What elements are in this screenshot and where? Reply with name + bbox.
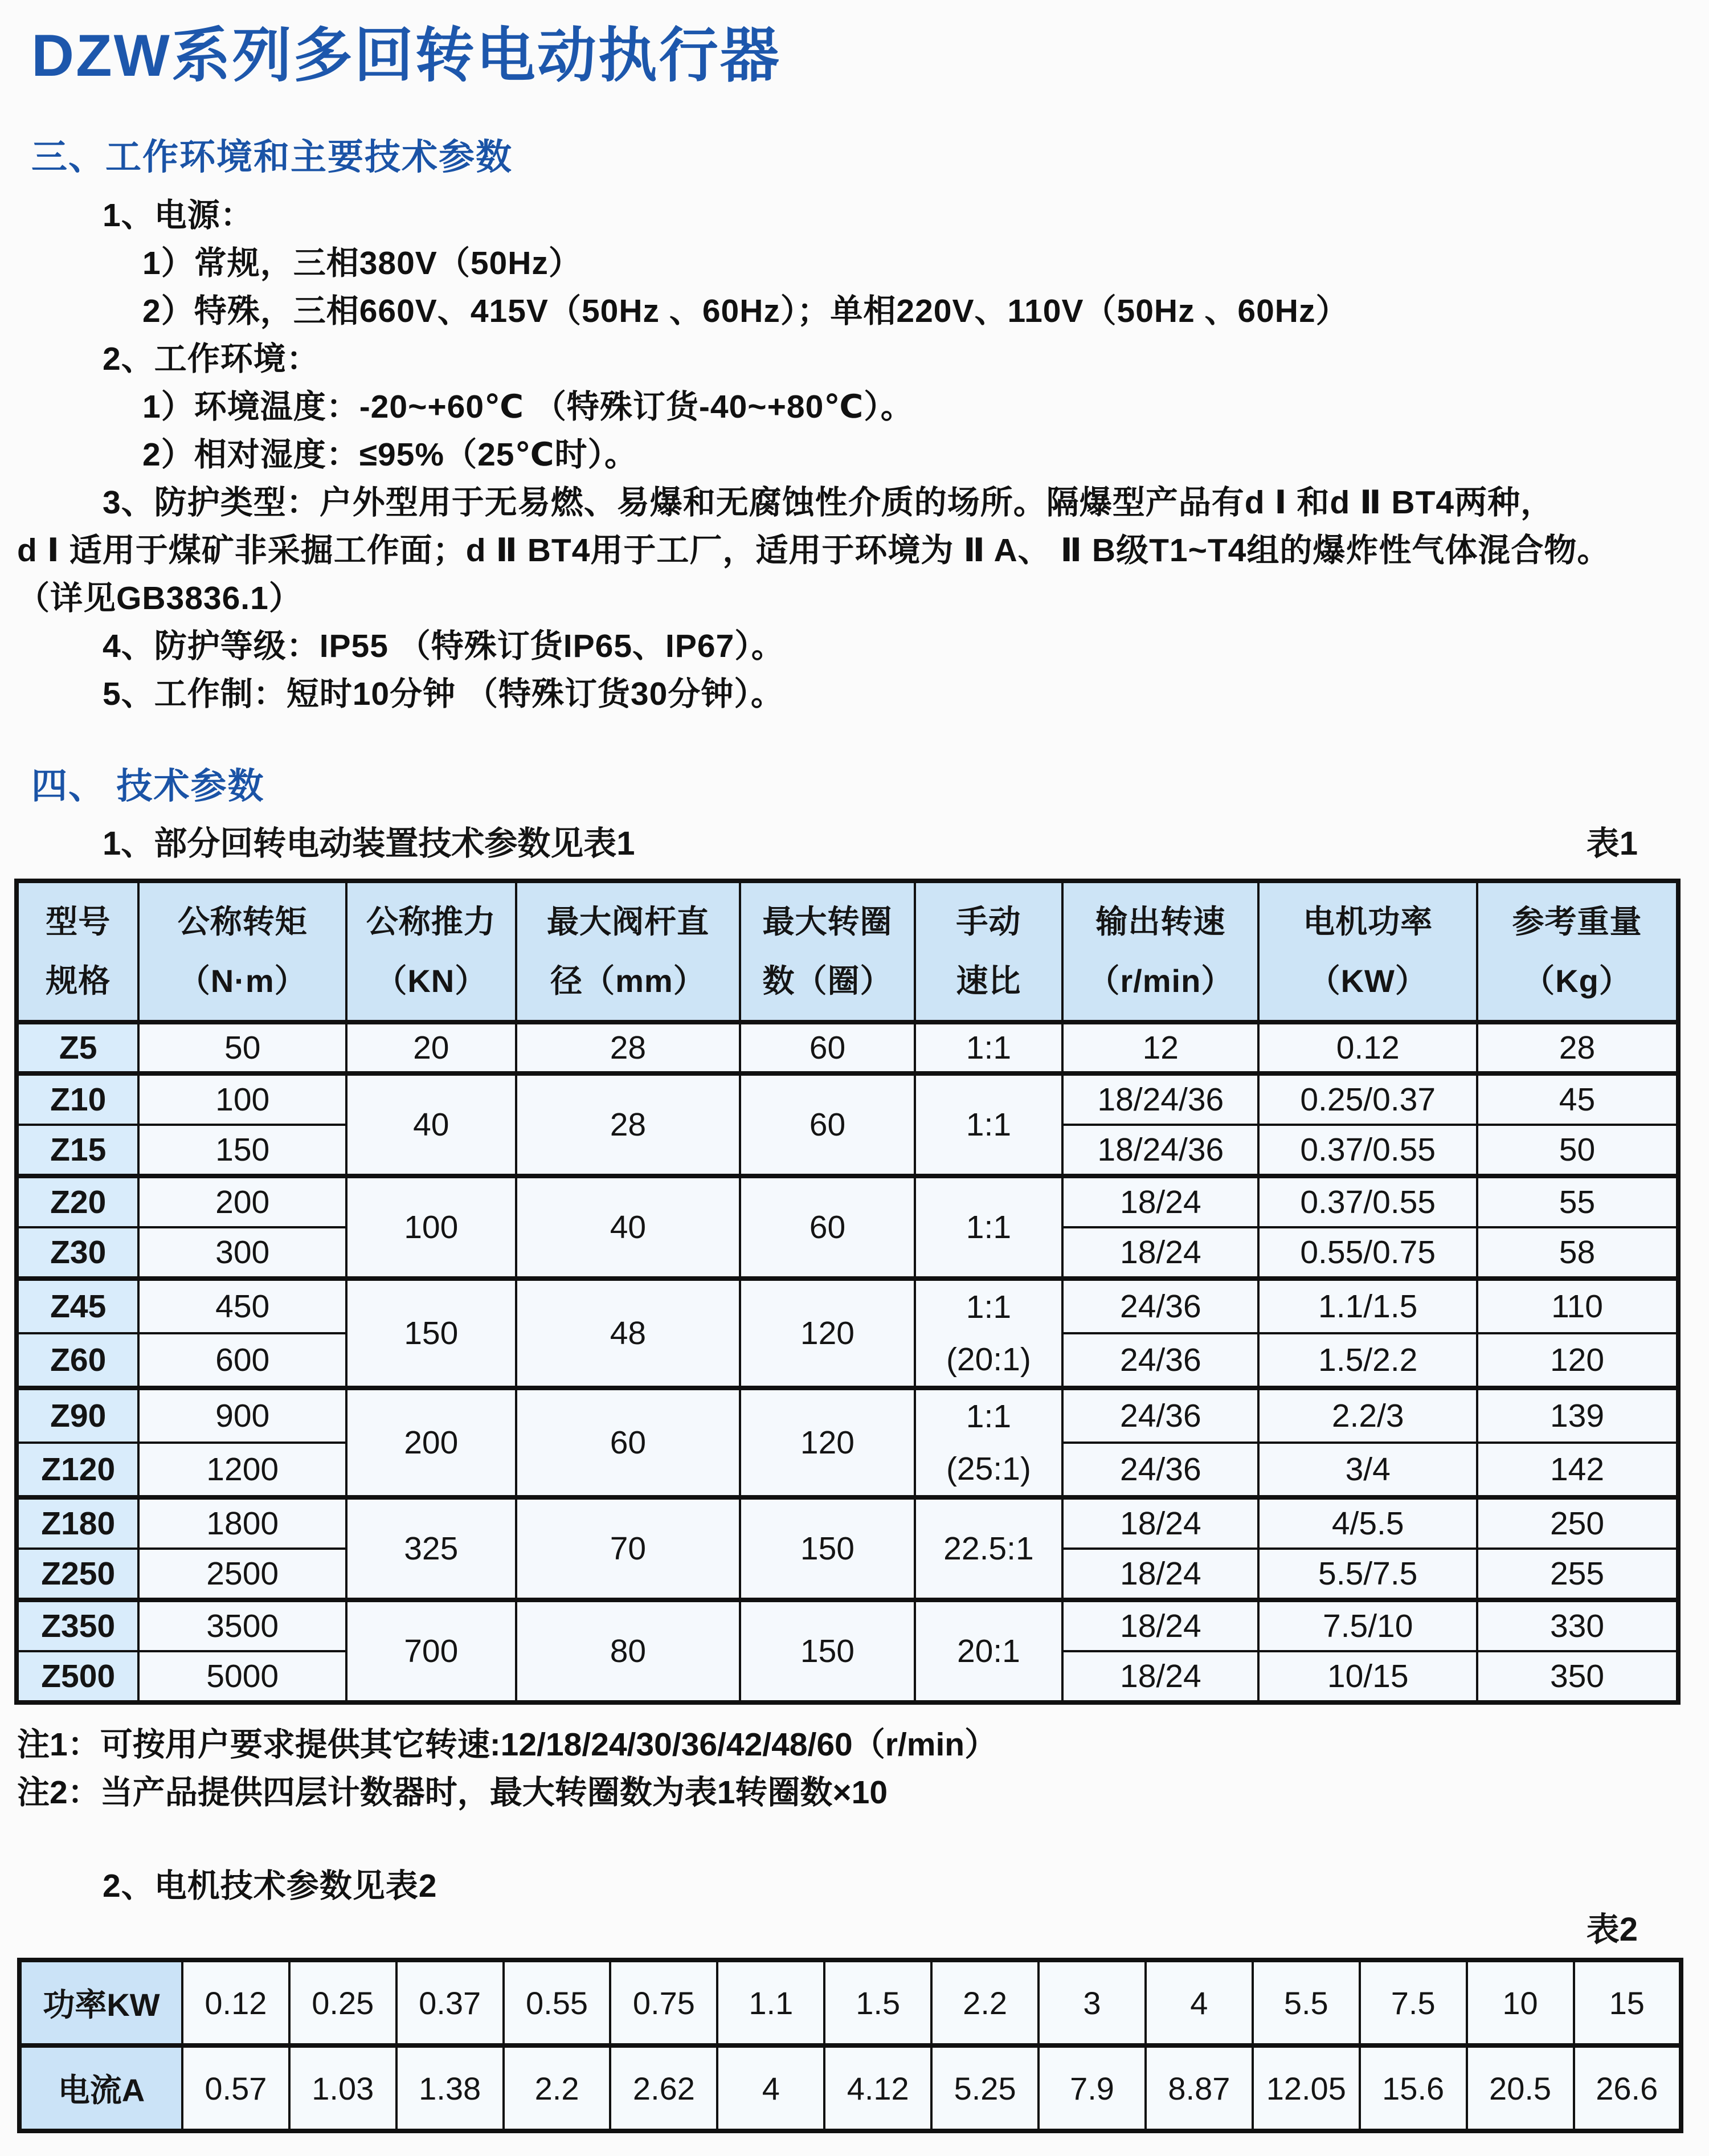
- power-cell: 7.5/10: [1258, 1600, 1477, 1651]
- speed-cell: 24/36: [1062, 1333, 1258, 1388]
- thrust-cell: 200: [346, 1388, 516, 1497]
- column-header-manual-ratio: 手动 速比: [915, 881, 1063, 1022]
- power-value: 0.12: [182, 1960, 289, 2045]
- current-value: 4.12: [824, 2045, 931, 2131]
- table2-caption: 2、电机技术参数见表2: [103, 1868, 438, 1904]
- power-cell: 2.2/3: [1258, 1388, 1477, 1443]
- model-cell: Z5: [17, 1022, 138, 1073]
- torque-cell: 5000: [138, 1651, 346, 1702]
- motor-current-row: [19, 2045, 1681, 2131]
- speed-cell: 18/24: [1062, 1176, 1258, 1227]
- table-row-z90: [17, 1388, 1678, 1443]
- table1-caption: 1、部分回转电动装置技术参数见表1: [103, 825, 635, 862]
- ratio-cell: [915, 1388, 1063, 1497]
- current-value: 8.87: [1146, 2045, 1253, 2131]
- power-cell: 1.5/2.2: [1258, 1333, 1477, 1388]
- table1-header-row: [17, 881, 1678, 1022]
- text-line-gb-reference: （详见GB3836.1）: [17, 580, 302, 616]
- ratio-bottom: (25:1): [946, 1451, 1031, 1487]
- turns-cell: 60: [740, 1176, 914, 1279]
- power-value: 4: [1146, 1960, 1253, 2045]
- weight-cell: 255: [1477, 1549, 1678, 1600]
- ratio-top: 1:1: [966, 1398, 1012, 1435]
- current-value: 26.6: [1574, 2045, 1682, 2131]
- power-value: 2.2: [931, 1960, 1039, 2045]
- current-row-label: 电流A: [19, 2045, 182, 2131]
- note-2: 注2：当产品提供四层计数器时，最大转圈数为表1转圈数×10: [17, 1774, 888, 1811]
- power-cell: 0.55/0.75: [1258, 1227, 1477, 1279]
- text-line-power-normal: 1）常规，三相380V（50Hz）: [142, 245, 582, 281]
- power-row-label: 功率KW: [19, 1960, 182, 2045]
- stem-cell: 48: [516, 1279, 741, 1388]
- section3-body: [17, 191, 1695, 718]
- ratio-cell: 1:1: [915, 1073, 1063, 1176]
- turns-cell: 60: [740, 1073, 914, 1176]
- column-header-stem-diameter: 最大阀杆直 径（mm）: [516, 881, 741, 1022]
- speed-cell: 12: [1062, 1022, 1258, 1073]
- stem-cell: 80: [516, 1600, 741, 1702]
- power-cell: 0.37/0.55: [1258, 1125, 1477, 1176]
- power-cell: 1.1/1.5: [1258, 1279, 1477, 1333]
- power-value: 0.25: [289, 1960, 396, 2045]
- table1-tag: 表1: [1586, 825, 1638, 862]
- model-cell: Z10: [17, 1073, 138, 1125]
- thrust-cell: 40: [346, 1073, 516, 1176]
- weight-cell: 120: [1477, 1333, 1678, 1388]
- weight-cell: 55: [1477, 1176, 1678, 1227]
- power-cell: 0.12: [1258, 1022, 1477, 1073]
- power-value: 1.1: [717, 1960, 824, 2045]
- table-row-z10: [17, 1073, 1678, 1125]
- power-value: 0.55: [504, 1960, 611, 2045]
- model-cell: Z30: [17, 1227, 138, 1279]
- text-line-power: 1、电源：: [103, 197, 254, 234]
- weight-cell: 139: [1477, 1388, 1678, 1443]
- speed-cell: 24/36: [1062, 1388, 1258, 1443]
- weight-cell: 250: [1477, 1497, 1678, 1549]
- current-value: 4: [717, 2045, 824, 2131]
- torque-cell: 900: [138, 1388, 346, 1443]
- table-row-z20: [17, 1176, 1678, 1227]
- weight-cell: 58: [1477, 1227, 1678, 1279]
- speed-cell: 24/36: [1062, 1443, 1258, 1497]
- speed-cell: 18/24: [1062, 1651, 1258, 1702]
- torque-cell: 1200: [138, 1443, 346, 1497]
- ratio-top: 1:1: [966, 1289, 1012, 1325]
- current-value: 5.25: [931, 2045, 1039, 2131]
- thrust-cell: 325: [346, 1497, 516, 1600]
- speed-cell: 18/24/36: [1062, 1125, 1258, 1176]
- ratio-cell: 1:1: [915, 1176, 1063, 1279]
- stem-cell: 40: [516, 1176, 741, 1279]
- column-header-torque: 公称转矩 （N·m）: [138, 881, 346, 1022]
- power-cell: 0.25/0.37: [1258, 1073, 1477, 1125]
- power-value: 3: [1039, 1960, 1146, 2045]
- torque-cell: 3500: [138, 1600, 346, 1651]
- weight-cell: 110: [1477, 1279, 1678, 1333]
- torque-cell: 2500: [138, 1549, 346, 1600]
- turns-cell: 120: [740, 1279, 914, 1388]
- power-cell: 10/15: [1258, 1651, 1477, 1702]
- model-cell: Z350: [17, 1600, 138, 1651]
- motor-parameters-table: [17, 1958, 1683, 2133]
- thrust-cell: 700: [346, 1600, 516, 1702]
- power-value: 1.5: [824, 1960, 931, 2045]
- ratio-cell: 22.5:1: [915, 1497, 1063, 1600]
- model-cell: Z500: [17, 1651, 138, 1702]
- weight-cell: 45: [1477, 1073, 1678, 1125]
- turns-cell: 60: [740, 1022, 914, 1073]
- weight-cell: 350: [1477, 1651, 1678, 1702]
- text-line-power-special: 2）特殊，三相660V、415V（50Hz 、60Hz）；单相220V、110V（50Hz 、60Hz）: [142, 293, 1349, 329]
- power-value: 7.5: [1360, 1960, 1467, 2045]
- power-value: 0.37: [396, 1960, 504, 2045]
- table1-caption-row: [103, 822, 1638, 866]
- torque-cell: 1800: [138, 1497, 346, 1549]
- column-header-output-speed: 输出转速 （r/min）: [1062, 881, 1258, 1022]
- torque-cell: 50: [138, 1022, 346, 1073]
- thrust-cell: 20: [346, 1022, 516, 1073]
- weight-cell: 50: [1477, 1125, 1678, 1176]
- text-line-environment: 2、工作环境：: [103, 341, 320, 377]
- torque-cell: 200: [138, 1176, 346, 1227]
- thrust-cell: 150: [346, 1279, 516, 1388]
- speed-cell: 24/36: [1062, 1279, 1258, 1333]
- stem-cell: 70: [516, 1497, 741, 1600]
- current-value: 7.9: [1039, 2045, 1146, 2131]
- power-cell: 4/5.5: [1258, 1497, 1477, 1549]
- table-row-z350: [17, 1600, 1678, 1651]
- stem-cell: 28: [516, 1022, 741, 1073]
- table2-tag: 表2: [1586, 1911, 1638, 1948]
- text-line-protection-type: 3、防护类型：户外型用于无易燃、易爆和无腐蚀性介质的场所。隔爆型产品有d Ⅰ 和d Ⅱ BT4两种，: [103, 484, 1554, 521]
- table-row-z5: [17, 1022, 1678, 1073]
- page-title: DZW系列多回转电动执行器: [31, 23, 781, 89]
- speed-cell: 18/24: [1062, 1227, 1258, 1279]
- model-cell: Z120: [17, 1443, 138, 1497]
- turns-cell: 150: [740, 1600, 914, 1702]
- model-cell: Z60: [17, 1333, 138, 1388]
- ratio-cell: 1:1: [915, 1022, 1063, 1073]
- speed-cell: 18/24/36: [1062, 1073, 1258, 1125]
- current-value: 1.38: [396, 2045, 504, 2131]
- text-line-duty-cycle: 5、工作制：短时10分钟 （特殊订货30分钟）。: [103, 676, 784, 712]
- section4-heading: 四、 技术参数: [31, 766, 265, 806]
- thrust-cell: 100: [346, 1176, 516, 1279]
- speed-cell: 18/24: [1062, 1549, 1258, 1600]
- weight-cell: 28: [1477, 1022, 1678, 1073]
- torque-cell: 450: [138, 1279, 346, 1333]
- ratio-bottom: (20:1): [946, 1341, 1031, 1378]
- model-cell: Z45: [17, 1279, 138, 1333]
- speed-cell: 18/24: [1062, 1497, 1258, 1549]
- current-value: 2.62: [610, 2045, 717, 2131]
- stem-cell: 60: [516, 1388, 741, 1497]
- ratio-cell: 20:1: [915, 1600, 1063, 1702]
- power-cell: 3/4: [1258, 1443, 1477, 1497]
- current-value: 20.5: [1467, 2045, 1574, 2131]
- section3-heading: 三、工作环境和主要技术参数: [31, 137, 513, 177]
- model-cell: Z180: [17, 1497, 138, 1549]
- weight-cell: 142: [1477, 1443, 1678, 1497]
- turns-cell: 150: [740, 1497, 914, 1600]
- current-value: 15.6: [1360, 2045, 1467, 2131]
- model-cell: Z15: [17, 1125, 138, 1176]
- table1-notes: [17, 1721, 1695, 1816]
- text-line-ip-rating: 4、防护等级：IP55 （特殊订货IP65、IP67）。: [103, 628, 784, 664]
- text-line-humidity: 2）相对湿度：≤95%（25℃时）。: [142, 436, 637, 473]
- column-header-max-turns: 最大转圈 数（圈）: [740, 881, 914, 1022]
- table-row-z45: [17, 1279, 1678, 1333]
- power-value: 0.75: [610, 1960, 717, 2045]
- power-cell: 0.37/0.55: [1258, 1176, 1477, 1227]
- text-line-protection-cont: d Ⅰ 适用于煤矿非采掘工作面；d Ⅱ BT4用于工厂，适用于环境为 Ⅱ A、 Ⅱ B级T1~T4组的爆炸性气体混合物。: [17, 532, 1610, 569]
- note-1: 注1：可按用户要求提供其它转速:12/18/24/30/36/42/48/60（r/min）: [17, 1726, 997, 1763]
- power-value: 10: [1467, 1960, 1574, 2045]
- column-header-thrust: 公称推力 （KN）: [346, 881, 516, 1022]
- actuator-parameters-table: [14, 879, 1681, 1705]
- torque-cell: 150: [138, 1125, 346, 1176]
- stem-cell: 28: [516, 1073, 741, 1176]
- motor-power-row: [19, 1960, 1681, 2045]
- model-cell: Z250: [17, 1549, 138, 1600]
- torque-cell: 600: [138, 1333, 346, 1388]
- torque-cell: 100: [138, 1073, 346, 1125]
- column-header-motor-power: 电机功率 （KW）: [1258, 881, 1477, 1022]
- weight-cell: 330: [1477, 1600, 1678, 1651]
- speed-cell: 18/24: [1062, 1600, 1258, 1651]
- text-line-temperature: 1）环境温度：-20~+60℃ （特殊订货-40~+80℃）。: [142, 389, 914, 425]
- power-cell: 5.5/7.5: [1258, 1549, 1477, 1600]
- current-value: 2.2: [504, 2045, 611, 2131]
- model-cell: Z20: [17, 1176, 138, 1227]
- current-value: 12.05: [1253, 2045, 1360, 2131]
- current-value: 0.57: [182, 2045, 289, 2131]
- current-value: 1.03: [289, 2045, 396, 2131]
- table-row-z180: [17, 1497, 1678, 1549]
- torque-cell: 300: [138, 1227, 346, 1279]
- ratio-cell: [915, 1279, 1063, 1388]
- column-header-model: 型号 规格: [17, 881, 138, 1022]
- column-header-ref-weight: 参考重量 （Kg）: [1477, 881, 1678, 1022]
- model-cell: Z90: [17, 1388, 138, 1443]
- power-value: 15: [1574, 1960, 1682, 2045]
- turns-cell: 120: [740, 1388, 914, 1497]
- power-value: 5.5: [1253, 1960, 1360, 2045]
